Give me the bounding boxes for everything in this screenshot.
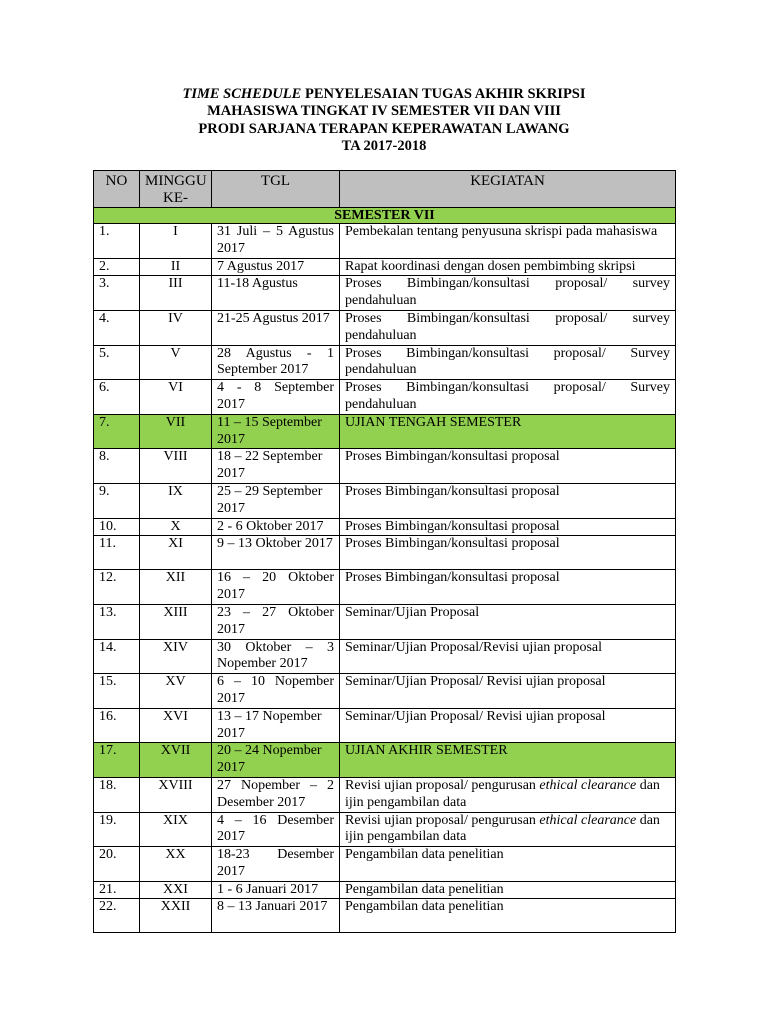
- document-title: [0, 86, 768, 156]
- table-row: [94, 777, 676, 812]
- cell-tgl: 20 – 24 Nopember 2017: [212, 743, 340, 778]
- cell-no: 16.: [94, 708, 140, 743]
- cell-no: 10.: [94, 518, 140, 536]
- cell-no: 18.: [94, 777, 140, 812]
- table-row-uts: [94, 414, 676, 449]
- title-line-3: PRODI SARJANA TERAPAN KEPERAWATAN LAWANG: [198, 120, 570, 137]
- cell-kegiatan: Proses Bimbingan/konsultasi proposal/ Survey pendahuluan: [340, 380, 676, 415]
- section-row: [94, 208, 676, 224]
- cell-minggu: IV: [140, 310, 212, 345]
- cell-kegiatan: Proses Bimbingan/konsultasi proposal/ survey pendahuluan: [340, 310, 676, 345]
- table-row: [94, 708, 676, 743]
- cell-tgl: 6 – 10 Nopember 2017: [212, 674, 340, 709]
- cell-kegiatan: UJIAN AKHIR SEMESTER: [340, 743, 676, 778]
- cell-kegiatan: UJIAN TENGAH SEMESTER: [340, 414, 676, 449]
- table-row: [94, 639, 676, 674]
- cell-tgl: 18-23 Desember 2017: [212, 847, 340, 882]
- schedule-table: [93, 170, 676, 933]
- cell-no: 20.: [94, 847, 140, 882]
- cell-kegiatan: Proses Bimbingan/konsultasi proposal/ survey pendahuluan: [340, 276, 676, 311]
- cell-tgl: 23 – 27 Oktober 2017: [212, 604, 340, 639]
- cell-tgl: 18 – 22 September 2017: [212, 449, 340, 484]
- table-row: [94, 536, 676, 570]
- table-row: [94, 380, 676, 415]
- header-no: NO: [94, 171, 140, 208]
- cell-tgl: 8 – 13 Januari 2017: [212, 899, 340, 933]
- cell-no: 22.: [94, 899, 140, 933]
- cell-kegiatan: Proses Bimbingan/konsultasi proposal: [340, 483, 676, 518]
- cell-no: 12.: [94, 570, 140, 605]
- cell-minggu: XVII: [140, 743, 212, 778]
- cell-no: 19.: [94, 812, 140, 847]
- cell-no: 9.: [94, 483, 140, 518]
- cell-tgl: 31 Juli – 5 Agustus 2017: [212, 224, 340, 259]
- cell-kegiatan: [340, 812, 676, 847]
- cell-kegiatan: Proses Bimbingan/konsultasi proposal/ Survey pendahuluan: [340, 345, 676, 380]
- title-line-1-rest: PENYELESAIAN TUGAS AKHIR SKRIPSI: [301, 86, 586, 102]
- kegiatan-post: dan ijin pengambilan data: [345, 812, 660, 845]
- cell-tgl: 13 – 17 Nopember 2017: [212, 708, 340, 743]
- cell-no: 3.: [94, 276, 140, 311]
- title-line-4: TA 2017-2018: [341, 138, 427, 155]
- cell-minggu: XIV: [140, 639, 212, 674]
- cell-kegiatan: [340, 777, 676, 812]
- cell-minggu: XIX: [140, 812, 212, 847]
- cell-tgl: 27 Nopember – 2 Desember 2017: [212, 777, 340, 812]
- cell-kegiatan: Proses Bimbingan/konsultasi proposal: [340, 518, 676, 536]
- cell-minggu: XIII: [140, 604, 212, 639]
- cell-kegiatan: Pengambilan data penelitian: [340, 881, 676, 899]
- table-row: [94, 604, 676, 639]
- kegiatan-pre: Revisi ujian proposal/ pengurusan: [345, 812, 540, 828]
- table-row: [94, 881, 676, 899]
- table-row: [94, 224, 676, 259]
- kegiatan-pre: Revisi ujian proposal/ pengurusan: [345, 777, 540, 793]
- header-tgl: TGL: [212, 171, 340, 208]
- kegiatan-post: dan ijin pengambilan data: [345, 777, 660, 810]
- cell-kegiatan: Rapat koordinasi dengan dosen pembimbing skripsi: [340, 258, 676, 276]
- title-italic: TIME SCHEDULE: [182, 86, 302, 102]
- title-line-2: MAHASISWA TINGKAT IV SEMESTER VII DAN VIII: [207, 103, 561, 120]
- cell-kegiatan: Seminar/Ujian Proposal/ Revisi ujian proposal: [340, 708, 676, 743]
- cell-no: 11.: [94, 536, 140, 570]
- kegiatan-ethical: ethical clearance: [539, 812, 637, 828]
- cell-no: 17.: [94, 743, 140, 778]
- cell-kegiatan: Seminar/Ujian Proposal: [340, 604, 676, 639]
- section-label: SEMESTER VII: [94, 208, 676, 224]
- cell-minggu: XXII: [140, 899, 212, 933]
- table-row-uas: [94, 743, 676, 778]
- cell-no: 1.: [94, 224, 140, 259]
- cell-minggu: XVI: [140, 708, 212, 743]
- cell-minggu: VIII: [140, 449, 212, 484]
- table-row: [94, 276, 676, 311]
- title-line-1: [0, 86, 768, 103]
- table-row: [94, 812, 676, 847]
- cell-no: 8.: [94, 449, 140, 484]
- cell-tgl: 11-18 Agustus: [212, 276, 340, 311]
- table-row: [94, 449, 676, 484]
- cell-minggu: XXI: [140, 881, 212, 899]
- cell-minggu: XV: [140, 674, 212, 709]
- cell-kegiatan: Proses Bimbingan/konsultasi proposal: [340, 536, 676, 570]
- cell-minggu: XVIII: [140, 777, 212, 812]
- cell-kegiatan: Seminar/Ujian Proposal/Revisi ujian proposal: [340, 639, 676, 674]
- cell-minggu: X: [140, 518, 212, 536]
- cell-kegiatan: Proses Bimbingan/konsultasi proposal: [340, 449, 676, 484]
- table-row: [94, 258, 676, 276]
- table-row: [94, 847, 676, 882]
- cell-kegiatan: Seminar/Ujian Proposal/ Revisi ujian proposal: [340, 674, 676, 709]
- cell-tgl: 4 – 16 Desember 2017: [212, 812, 340, 847]
- cell-no: 2.: [94, 258, 140, 276]
- cell-no: 5.: [94, 345, 140, 380]
- cell-minggu: I: [140, 224, 212, 259]
- cell-tgl: 4 - 8 September 2017: [212, 380, 340, 415]
- cell-no: 6.: [94, 380, 140, 415]
- cell-kegiatan: Pengambilan data penelitian: [340, 899, 676, 933]
- cell-minggu: IX: [140, 483, 212, 518]
- cell-kegiatan: Proses Bimbingan/konsultasi proposal: [340, 570, 676, 605]
- header-minggu: MINGGU KE-: [140, 171, 212, 208]
- cell-tgl: 28 Agustus - 1 September 2017: [212, 345, 340, 380]
- table-row: [94, 570, 676, 605]
- cell-tgl: 16 – 20 Oktober 2017: [212, 570, 340, 605]
- header-kegiatan: KEGIATAN: [340, 171, 676, 208]
- cell-tgl: 2 - 6 Oktober 2017: [212, 518, 340, 536]
- table-row: [94, 674, 676, 709]
- cell-tgl: 9 – 13 Oktober 2017: [212, 536, 340, 570]
- cell-minggu: V: [140, 345, 212, 380]
- cell-no: 21.: [94, 881, 140, 899]
- cell-tgl: 7 Agustus 2017: [212, 258, 340, 276]
- cell-minggu: VI: [140, 380, 212, 415]
- table-row: [94, 345, 676, 380]
- cell-no: 7.: [94, 414, 140, 449]
- cell-no: 4.: [94, 310, 140, 345]
- cell-kegiatan: Pengambilan data penelitian: [340, 847, 676, 882]
- table-row: [94, 483, 676, 518]
- cell-no: 13.: [94, 604, 140, 639]
- table-row: [94, 310, 676, 345]
- kegiatan-ethical: ethical clearance: [539, 777, 637, 793]
- cell-minggu: VII: [140, 414, 212, 449]
- cell-minggu: III: [140, 276, 212, 311]
- cell-tgl: 25 – 29 September 2017: [212, 483, 340, 518]
- cell-no: 15.: [94, 674, 140, 709]
- cell-tgl: 11 – 15 September 2017: [212, 414, 340, 449]
- cell-minggu: II: [140, 258, 212, 276]
- cell-tgl: 21-25 Agustus 2017: [212, 310, 340, 345]
- cell-kegiatan: Pembekalan tentang penyusuna skrispi pada mahasiswa: [340, 224, 676, 259]
- cell-minggu: XI: [140, 536, 212, 570]
- cell-minggu: XII: [140, 570, 212, 605]
- table-row: [94, 899, 676, 933]
- cell-tgl: 30 Oktober – 3 Nopember 2017: [212, 639, 340, 674]
- cell-tgl: 1 - 6 Januari 2017: [212, 881, 340, 899]
- header-row: [94, 171, 676, 208]
- table-row: [94, 518, 676, 536]
- cell-minggu: XX: [140, 847, 212, 882]
- cell-no: 14.: [94, 639, 140, 674]
